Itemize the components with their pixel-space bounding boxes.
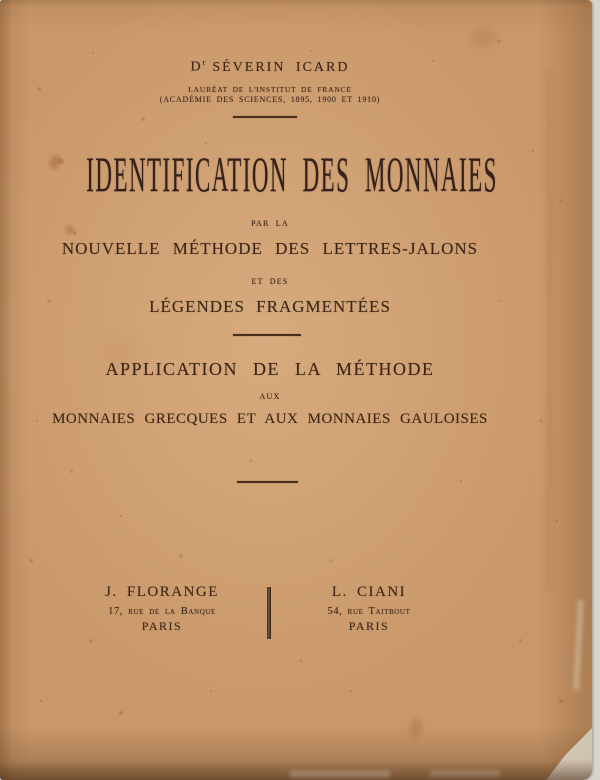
credential-line-1: LAURÉAT DE L'INSTITUT DE FRANCE	[188, 85, 352, 94]
author-line	[0, 58, 540, 76]
stain	[470, 28, 496, 46]
separator-rule	[233, 334, 301, 336]
subtitle-connector-et-des: ET DES	[251, 277, 289, 286]
author-prefix: D	[190, 59, 203, 75]
publisher-left-city: PARIS	[141, 619, 183, 633]
main-title	[0, 146, 584, 202]
application-connector-aux: AUX	[259, 392, 281, 401]
application-line-1: APPLICATION DE LA MÉTHODE	[105, 359, 435, 379]
edge-shading	[0, 0, 592, 6]
publisher-right-name: L. CIANI	[331, 584, 407, 600]
publisher-right-city: PARIS	[348, 619, 390, 633]
subtitle-line-1: NOUVELLE MÉTHODE DES LETTRES-JALONS	[61, 239, 479, 258]
publisher-right-address: 54, rue Taitbout	[327, 606, 411, 617]
subtitle-line-2: LÉGENDES FRAGMENTÉES	[149, 297, 391, 316]
credential-line-2: (ACADÉMIE DES SCIENCES, 1895, 1900 ET 1910)	[159, 95, 381, 104]
application-line-2: MONNAIES GRECQUES ET AUX MONNAIES GAULOISES	[52, 411, 488, 427]
edge-shading	[0, 760, 592, 780]
edge-wear	[574, 600, 584, 690]
author-superscript: r	[202, 58, 206, 67]
publisher-left	[62, 584, 262, 634]
subtitle-connector-par-la: PAR LA	[251, 219, 289, 228]
publisher-left-name: J. FLORANGE	[105, 584, 219, 600]
main-title-text: IDENTIFICATION DES MONNAIES	[86, 146, 498, 202]
publisher-right	[269, 584, 469, 634]
separator-rule	[237, 481, 298, 483]
edge-shading	[0, 0, 12, 780]
stain	[408, 717, 425, 739]
author-name: SÉVERIN ICARD	[212, 59, 350, 75]
separator-rule	[233, 116, 297, 118]
publisher-left-address: 17, rue de la Banque	[108, 606, 216, 617]
